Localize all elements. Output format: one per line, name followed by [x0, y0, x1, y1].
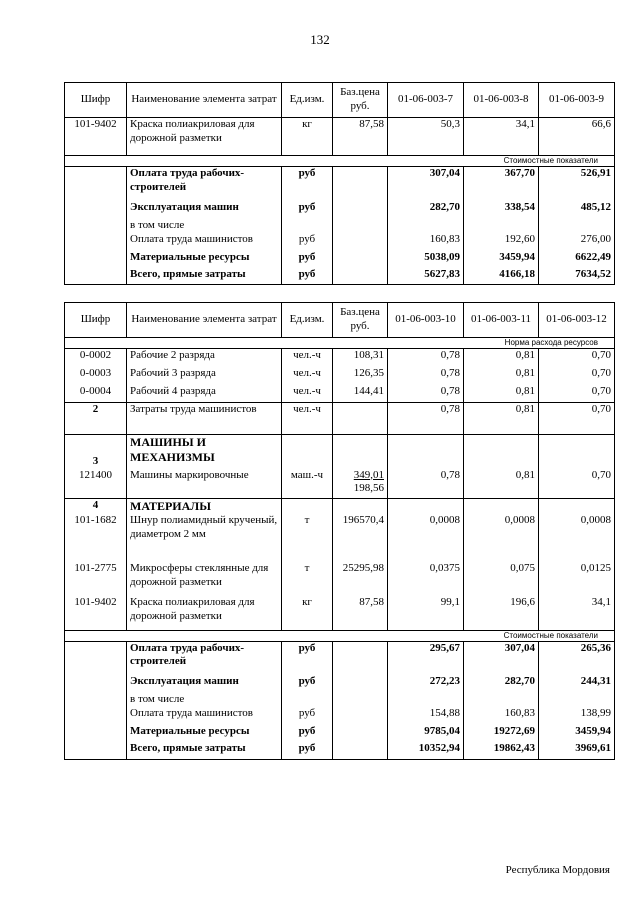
row-price: 87,58: [333, 596, 388, 630]
row-value: 0,78: [388, 385, 464, 403]
row-value: 0,81: [464, 403, 539, 435]
row-code: 101-9402: [65, 118, 127, 156]
row-name: Машины маркировочные: [127, 469, 282, 499]
caption-row: [65, 338, 615, 349]
row-code: 0-0002: [65, 349, 127, 367]
row-unit: т: [282, 514, 333, 562]
row-price: [333, 469, 388, 499]
row-value: 196,6: [464, 596, 539, 630]
section-row: [65, 499, 615, 515]
table-row: [65, 693, 615, 707]
summary-value: 295,67: [388, 641, 464, 675]
section-title: МАТЕРИАЛЫ: [127, 499, 282, 515]
summary-name: Эксплуатация машин: [127, 675, 282, 693]
header-norm-9: 01-06-003-9: [539, 83, 615, 118]
row-value: 0,78: [388, 403, 464, 435]
summary-unit: руб: [282, 201, 333, 219]
row-value: 66,6: [539, 118, 615, 156]
header-code: Шифр: [65, 303, 127, 338]
row-unit: чел.-ч: [282, 385, 333, 403]
section-row: [65, 435, 615, 469]
table-row: [65, 707, 615, 725]
table-row: [65, 268, 615, 285]
table-header-row: [65, 303, 615, 338]
summary-value: 6622,49: [539, 251, 615, 268]
table-row: [65, 167, 615, 201]
row-price: 196570,4: [333, 514, 388, 562]
header-norm-7: 01-06-003-7: [388, 83, 464, 118]
summary-value: 282,70: [388, 201, 464, 219]
row-value: 34,1: [539, 596, 615, 630]
row-code: 101-9402: [65, 596, 127, 630]
row-value: 0,81: [464, 469, 539, 499]
summary-value: 160,83: [388, 233, 464, 251]
section-title: МАШИНЫ И МЕХАНИЗМЫ: [127, 435, 282, 469]
cost-indicators-caption: Стоимостные показатели: [65, 156, 615, 167]
summary-name: Всего, прямые затраты: [127, 742, 282, 759]
row-value: 0,81: [464, 385, 539, 403]
page-number: 132: [310, 32, 330, 47]
header-norm-11: 01-06-003-11: [464, 303, 539, 338]
machine-price-2: 198,56: [353, 482, 384, 495]
table-row: [65, 251, 615, 268]
table-row: [65, 742, 615, 759]
summary-name: Всего, прямые затраты: [127, 268, 282, 285]
row-value: 0,075: [464, 562, 539, 596]
row-name: Микросферы стеклянные для дорожной разметки: [127, 562, 282, 596]
header-norm-12: 01-06-003-12: [539, 303, 615, 338]
row-unit: чел.-ч: [282, 367, 333, 385]
row-code: 0-0004: [65, 385, 127, 403]
cost-indicators-caption: Стоимостные показатели: [65, 630, 615, 641]
row-name: Краска полиакриловая для дорожной разметки: [127, 118, 282, 156]
summary-unit: руб: [282, 742, 333, 759]
header-unit: Ед.изм.: [282, 303, 333, 338]
table-row: [65, 403, 615, 435]
header-price: Баз.цена руб.: [333, 83, 388, 118]
row-value: 0,70: [539, 349, 615, 367]
row-value: 0,0125: [539, 562, 615, 596]
header-norm-8: 01-06-003-8: [464, 83, 539, 118]
summary-unit: руб: [282, 725, 333, 742]
row-value: 0,70: [539, 469, 615, 499]
summary-value: 272,23: [388, 675, 464, 693]
summary-unit: руб: [282, 251, 333, 268]
summary-unit: руб: [282, 268, 333, 285]
summary-value: 7634,52: [539, 268, 615, 285]
row-value: 0,70: [539, 403, 615, 435]
summary-unit: руб: [282, 233, 333, 251]
row-unit: кг: [282, 596, 333, 630]
table-row: [65, 675, 615, 693]
row-name: Рабочий 3 разряда: [127, 367, 282, 385]
summary-name: Оплата труда рабочих-строителей: [127, 641, 282, 675]
summary-unit: руб: [282, 167, 333, 201]
header-name: Наименование элемента затрат: [127, 83, 282, 118]
row-unit: чел.-ч: [282, 403, 333, 435]
section-code: 4: [65, 499, 127, 515]
summary-name: Материальные ресурсы: [127, 251, 282, 268]
table-header-row: [65, 83, 615, 118]
row-value: 0,81: [464, 349, 539, 367]
row-value: 0,70: [539, 367, 615, 385]
row-value: 50,3: [388, 118, 464, 156]
summary-name: Оплата труда машинистов: [127, 233, 282, 251]
summary-value: 526,91: [539, 167, 615, 201]
summary-unit: руб: [282, 641, 333, 675]
summary-value: 244,31: [539, 675, 615, 693]
summary-value: 265,36: [539, 641, 615, 675]
caption-row: [65, 630, 615, 641]
summary-value: 307,04: [388, 167, 464, 201]
summary-name: Материальные ресурсы: [127, 725, 282, 742]
summary-value: 19862,43: [464, 742, 539, 759]
table-row: [65, 367, 615, 385]
row-code: 101-1682: [65, 514, 127, 562]
caption-row: [65, 156, 615, 167]
summary-name: Эксплуатация машин: [127, 201, 282, 219]
row-value: 34,1: [464, 118, 539, 156]
row-value: 0,0375: [388, 562, 464, 596]
table-row: [65, 219, 615, 233]
row-price: 108,31: [333, 349, 388, 367]
summary-value: 160,83: [464, 707, 539, 725]
row-name: Краска полиакриловая для дорожной разметки: [127, 596, 282, 630]
row-value: 0,0008: [464, 514, 539, 562]
summary-name: Оплата труда рабочих-строителей: [127, 167, 282, 201]
row-value: 0,0008: [388, 514, 464, 562]
header-unit: Ед.изм.: [282, 83, 333, 118]
row-value: 99,1: [388, 596, 464, 630]
summary-value: 19272,69: [464, 725, 539, 742]
region-footer: Республика Мордовия: [505, 864, 610, 876]
summary-value: 307,04: [464, 641, 539, 675]
summary-subheading: в том числе: [127, 219, 282, 233]
summary-value: 3459,94: [464, 251, 539, 268]
summary-value: 276,00: [539, 233, 615, 251]
section-code: 3: [65, 435, 127, 469]
row-value: 0,78: [388, 367, 464, 385]
table-row: [65, 233, 615, 251]
header-code: Шифр: [65, 83, 127, 118]
row-value: 0,78: [388, 469, 464, 499]
summary-value: 3969,61: [539, 742, 615, 759]
summary-unit: руб: [282, 675, 333, 693]
summary-subheading: в том числе: [127, 693, 282, 707]
row-value: 0,81: [464, 367, 539, 385]
summary-value: 4166,18: [464, 268, 539, 285]
row-code: 0-0003: [65, 367, 127, 385]
table-row: [65, 385, 615, 403]
summary-value: 9785,04: [388, 725, 464, 742]
summary-name: Оплата труда машинистов: [127, 707, 282, 725]
table-row: [65, 725, 615, 742]
machine-price: 349,01: [353, 468, 384, 481]
row-price: 126,35: [333, 367, 388, 385]
table-row: [65, 201, 615, 219]
table-row: [65, 596, 615, 630]
row-unit: маш.-ч: [282, 469, 333, 499]
row-name: Затраты труда машинистов: [127, 403, 282, 435]
table-row: [65, 469, 615, 499]
row-code: 101-2775: [65, 562, 127, 596]
summary-unit: руб: [282, 707, 333, 725]
header-price: Баз.цена руб.: [333, 303, 388, 338]
row-name: Рабочий 4 разряда: [127, 385, 282, 403]
row-name: Шнур полиамидный крученый, диаметром 2 мм: [127, 514, 282, 562]
header-name: Наименование элемента затрат: [127, 303, 282, 338]
resource-norm-caption: Норма расхода ресурсов: [65, 338, 615, 349]
summary-value: 5627,83: [388, 268, 464, 285]
table-row: [65, 562, 615, 596]
table-row: [65, 349, 615, 367]
row-value: 0,78: [388, 349, 464, 367]
row-price: 25295,98: [333, 562, 388, 596]
summary-value: 5038,09: [388, 251, 464, 268]
row-unit: кг: [282, 118, 333, 156]
summary-value: 367,70: [464, 167, 539, 201]
header-norm-10: 01-06-003-10: [388, 303, 464, 338]
row-name: Рабочие 2 разряда: [127, 349, 282, 367]
row-code: 2: [65, 403, 127, 435]
summary-value: 138,99: [539, 707, 615, 725]
table-row: [65, 118, 615, 156]
table-row: [65, 514, 615, 562]
summary-value: 154,88: [388, 707, 464, 725]
estimate-table-2: [64, 302, 615, 760]
row-unit: т: [282, 562, 333, 596]
summary-value: 3459,94: [539, 725, 615, 742]
summary-value: 282,70: [464, 675, 539, 693]
row-price: 144,41: [333, 385, 388, 403]
row-unit: чел.-ч: [282, 349, 333, 367]
row-price: 87,58: [333, 118, 388, 156]
estimate-table-1: [64, 82, 615, 285]
summary-value: 192,60: [464, 233, 539, 251]
row-value: 0,0008: [539, 514, 615, 562]
summary-value: 10352,94: [388, 742, 464, 759]
summary-value: 485,12: [539, 201, 615, 219]
row-value: 0,70: [539, 385, 615, 403]
summary-value: 338,54: [464, 201, 539, 219]
row-code: 121400: [65, 469, 127, 499]
table-row: [65, 641, 615, 675]
